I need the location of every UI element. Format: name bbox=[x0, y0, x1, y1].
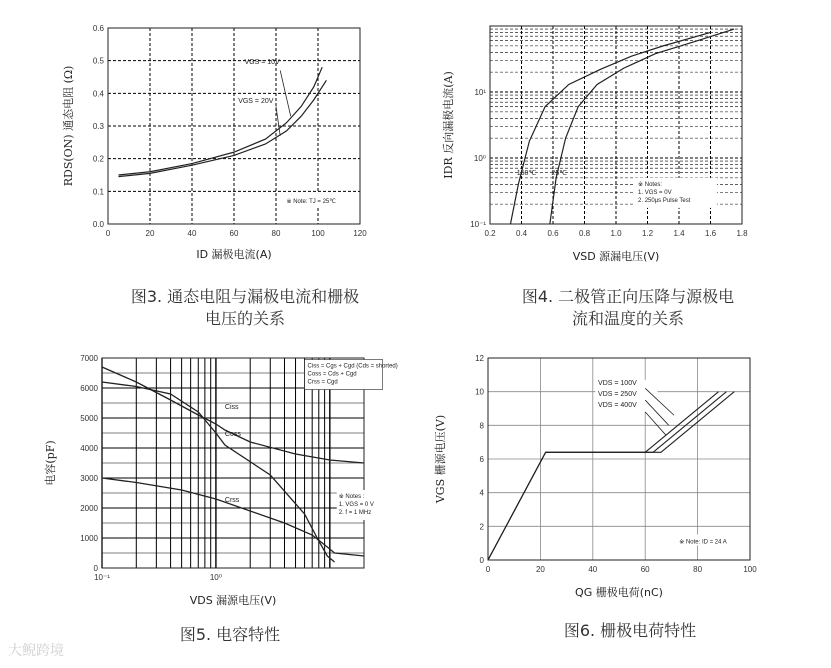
x-tick-label: 1.6 bbox=[704, 229, 717, 238]
fig3-caption bbox=[95, 286, 395, 330]
y-tick-label: 6 bbox=[479, 455, 484, 464]
note-line: 1. VGS = 0V bbox=[638, 189, 672, 196]
x-axis-label: VSD 源漏电压(V) bbox=[572, 250, 660, 263]
legend-entry: Ciss = Cgs + Cgd (Cds = shorted) bbox=[307, 363, 398, 370]
note-line: ※ Notes : bbox=[338, 494, 365, 500]
watermark bbox=[8, 640, 64, 660]
fig4-caption-line bbox=[522, 287, 734, 328]
x-tick-label: 0.8 bbox=[578, 229, 591, 238]
y-tick-label: 10 bbox=[475, 387, 484, 397]
x-axis-label: ID 漏极电流(A) bbox=[196, 248, 272, 261]
fig4-chart bbox=[440, 18, 760, 278]
y-axis-label: IDR 反向漏极电流(A) bbox=[442, 71, 455, 179]
x-tick-label: 40 bbox=[187, 229, 197, 238]
note-line: 1. VGS = 0 V bbox=[338, 502, 374, 508]
y-tick-label: 0.6 bbox=[92, 24, 104, 33]
fig5-caption bbox=[100, 624, 360, 646]
fig4-caption bbox=[478, 286, 778, 330]
fig5-chart bbox=[40, 352, 398, 612]
fig5-panel bbox=[40, 352, 398, 612]
note-text: ※ Note: ID = 24 A bbox=[679, 539, 727, 546]
y-tick-label: 10⁰ bbox=[473, 154, 486, 163]
x-tick-label: 60 bbox=[640, 565, 650, 574]
x-tick-label: 100 bbox=[311, 229, 325, 238]
note-text: ※ Note: TJ = 25℃ bbox=[286, 199, 337, 206]
y-tick-label: 0 bbox=[479, 556, 484, 565]
y-tick-label: 0.3 bbox=[92, 122, 104, 131]
watermark-text: 大鲵跨境 bbox=[8, 643, 64, 659]
y-tick-label: 3000 bbox=[80, 474, 98, 483]
note-line: 2. f = 1 MHz bbox=[338, 510, 372, 516]
legend-entry: Coss = Cds + Cgd bbox=[307, 371, 357, 378]
caption-line-1: 图4. 二极管正向压降与源极电 bbox=[521, 287, 735, 306]
x-tick-label: 10⁻¹ bbox=[94, 573, 110, 582]
y-tick-label: 0.4 bbox=[92, 89, 104, 99]
annotation-150c: 150℃ bbox=[516, 170, 537, 178]
y-axis-label: 电容(pF) bbox=[44, 440, 57, 486]
y-tick-label: 0.5 bbox=[92, 56, 104, 66]
annotation-coss: Coss bbox=[224, 431, 241, 438]
note-line: 2. 250μs Pulse Test bbox=[638, 197, 691, 204]
x-tick-label: 80 bbox=[693, 565, 703, 574]
y-tick-label: 5000 bbox=[80, 414, 98, 423]
x-axis-label: VDS 漏源电压(V) bbox=[189, 594, 277, 607]
x-tick-label: 0 bbox=[105, 229, 111, 238]
y-tick-label: 12 bbox=[475, 354, 484, 363]
y-axis-label: VGS 栅源电压(V) bbox=[434, 414, 447, 504]
x-tick-label: 1.2 bbox=[641, 229, 654, 238]
y-tick-label: 4 bbox=[479, 488, 484, 498]
x-axis-label: QG 栅极电荷(nC) bbox=[575, 586, 663, 599]
fig3-panel bbox=[60, 18, 380, 278]
y-tick-label: 0.2 bbox=[92, 154, 104, 164]
fig3-caption-line bbox=[131, 287, 359, 328]
y-tick-label: 7000 bbox=[80, 354, 98, 363]
y-axis-label: RDS(ON) 通态电阻 (Ω) bbox=[62, 65, 75, 187]
x-tick-label: 100 bbox=[743, 565, 757, 574]
fig6-caption-line: 图6. 栅极电荷特性 bbox=[563, 621, 697, 640]
y-tick-label: 10¹ bbox=[474, 88, 486, 97]
annotation-vgs20: VGS = 20V bbox=[238, 98, 274, 106]
y-tick-label: 10⁻¹ bbox=[470, 220, 486, 229]
y-tick-label: 6000 bbox=[80, 384, 98, 393]
y-tick-label: 8 bbox=[479, 421, 484, 431]
y-tick-label: 2 bbox=[479, 522, 484, 532]
fig6-panel bbox=[430, 352, 770, 612]
caption-line-1: 图3. 通态电阻与漏极电流和栅极 bbox=[130, 287, 360, 306]
x-tick-label: 0 bbox=[485, 565, 491, 574]
arrow-vds3 bbox=[645, 412, 666, 436]
caption-line-2: 电压的关系 bbox=[204, 309, 285, 328]
x-tick-label: 1.8 bbox=[736, 229, 748, 238]
y-tick-label: 1000 bbox=[80, 534, 98, 543]
x-tick-label: 1.4 bbox=[673, 229, 685, 238]
fig3-chart bbox=[60, 18, 380, 278]
caption-line-2: 流和温度的关系 bbox=[571, 309, 684, 328]
y-tick-label: 0.1 bbox=[92, 187, 104, 197]
x-tick-label: 20 bbox=[145, 229, 155, 238]
x-tick-label: 0.2 bbox=[484, 229, 496, 238]
x-tick-label: 10⁰ bbox=[209, 573, 222, 582]
legend-entry: Crss = Cgd bbox=[307, 379, 338, 386]
fig6-chart bbox=[430, 352, 770, 612]
arrow-vgs20 bbox=[276, 106, 280, 135]
y-tick-label: 4000 bbox=[80, 444, 98, 453]
x-tick-label: 0.4 bbox=[515, 229, 528, 238]
x-tick-label: 60 bbox=[229, 229, 239, 238]
x-tick-label: 120 bbox=[353, 229, 367, 238]
x-tick-label: 80 bbox=[271, 229, 281, 238]
x-tick-label: 0.6 bbox=[547, 229, 559, 238]
fig4-panel bbox=[440, 18, 760, 278]
y-tick-label: 2000 bbox=[80, 504, 98, 513]
y-tick-label: 0.0 bbox=[92, 220, 104, 229]
series-line-coss bbox=[102, 382, 335, 562]
annotation-vgs10: VGS = 10V bbox=[244, 58, 280, 66]
annotation-vds: VDS = 100V bbox=[598, 379, 637, 387]
annotation-ciss: Ciss bbox=[224, 404, 239, 411]
annotation-25c: 25℃ bbox=[551, 170, 568, 178]
fig6-caption bbox=[500, 620, 760, 642]
annotation-vds: VDS = 400V bbox=[598, 401, 637, 409]
x-tick-label: 40 bbox=[588, 565, 598, 574]
fig5-caption-line: 图5. 电容特性 bbox=[179, 625, 281, 644]
x-tick-label: 1.0 bbox=[610, 229, 622, 238]
x-tick-label: 20 bbox=[535, 565, 545, 574]
annotation-crss: Crss bbox=[224, 497, 240, 504]
annotation-vds: VDS = 250V bbox=[598, 390, 637, 398]
note-line: ※ Notes: bbox=[638, 181, 663, 188]
y-tick-label: 0 bbox=[93, 564, 98, 573]
